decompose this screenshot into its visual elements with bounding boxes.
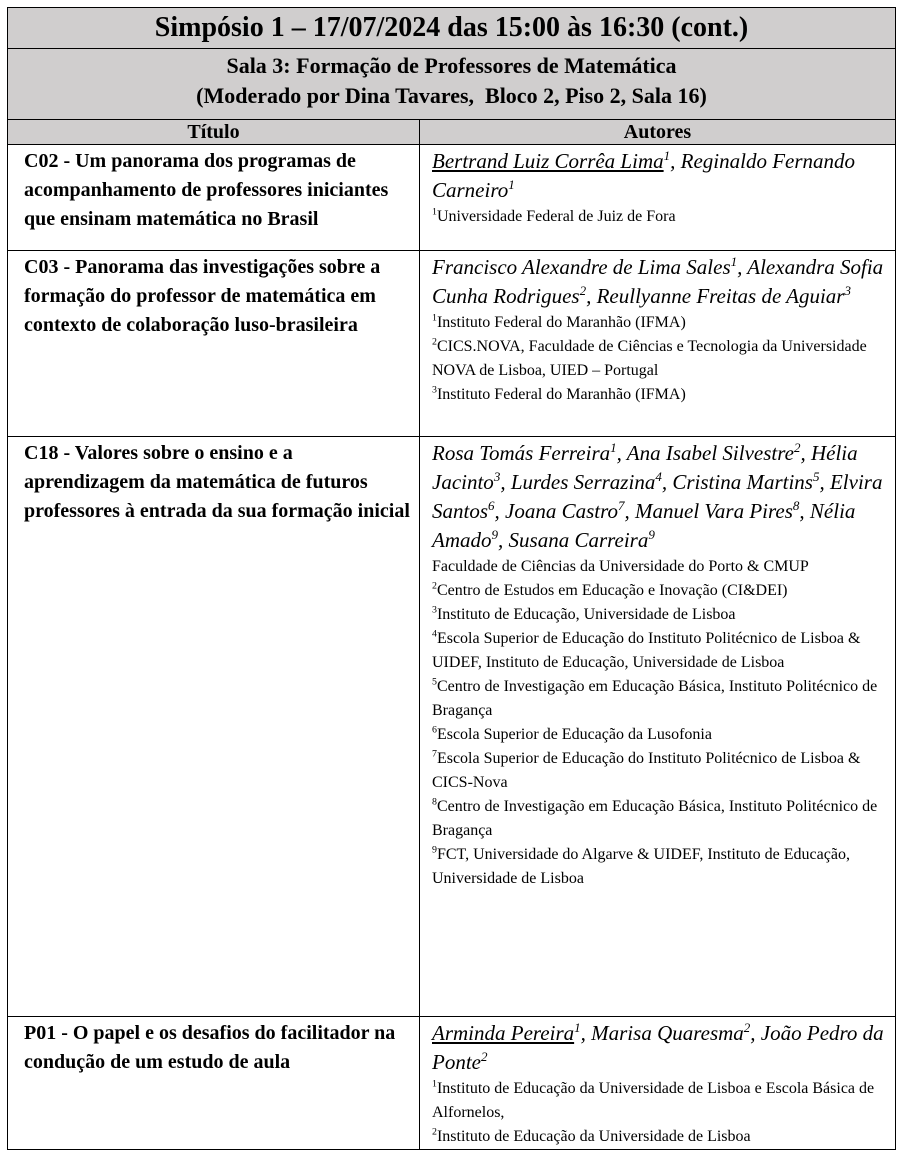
room-moderator: (Moderado por Dina Tavares, Bloco 2, Piso 2, Sala 16) <box>196 83 707 108</box>
room-header <box>8 49 896 120</box>
affiliation-sup: 8 <box>432 796 437 808</box>
author-sep: , <box>661 470 673 494</box>
affiliation-text: CICS.NOVA, Faculdade de Ciências e Tecnologia da Universidade NOVA de Lisboa, UIED – Portugal <box>432 338 867 379</box>
affiliation-item <box>432 843 889 891</box>
author-name: Cristina Martins <box>672 470 813 494</box>
affiliation-sup: 3 <box>432 384 437 396</box>
author-sup: 1 <box>574 1020 581 1035</box>
author-sep: , <box>799 499 810 523</box>
author-sup: 4 <box>655 469 662 484</box>
author-sep: , <box>586 284 597 308</box>
author-name: Elvira Santos <box>432 470 883 523</box>
column-header-authors: Autores <box>420 120 896 145</box>
affiliation-item <box>432 205 889 229</box>
author-sep: , <box>624 499 636 523</box>
affiliation-sup: 2 <box>432 580 437 592</box>
author-sep: , <box>800 441 811 465</box>
affiliation-sup: 2 <box>432 1126 437 1138</box>
author-sup: 6 <box>488 498 495 513</box>
schedule-page <box>7 7 895 1150</box>
affiliation-sup: 2 <box>432 336 437 348</box>
author-sup: 8 <box>792 498 800 513</box>
affiliation-text: Centro de Investigação em Educação Básica, Instituto Politécnico de Bragança <box>432 798 878 839</box>
affiliation-sup: 7 <box>432 748 437 760</box>
author-sup: 2 <box>480 1049 488 1064</box>
affiliation-text: Instituto Federal do Maranhão (IFMA) <box>436 386 686 403</box>
affiliation-text: Escola Superior de Educação do Instituto Politécnico de Lisboa & CICS-Nova <box>432 750 861 791</box>
author-sep: , <box>498 528 509 552</box>
author-name: Alexandra Sofia Cunha Rodrigues <box>432 255 884 308</box>
table-row <box>8 145 896 251</box>
author-sup: 2 <box>579 283 587 298</box>
affiliation-item <box>432 579 889 603</box>
affiliation-text: Centro de Estudos em Educação e Inovação (CI&DEI) <box>436 582 788 599</box>
affiliation-item <box>432 1125 889 1149</box>
column-header-row <box>8 120 896 145</box>
author-name: Marisa Quaresma <box>591 1021 744 1045</box>
author-sup: 3 <box>493 469 501 484</box>
symposium-header-row <box>8 8 896 49</box>
paper-title: C02 - Um panorama dos programas de acompanhamento de professores iniciantes que ensinam matemática no Brasil <box>8 145 420 251</box>
table-row <box>8 251 896 437</box>
author-name: Reullyanne Freitas de Aguiar <box>596 284 845 308</box>
author-name: Joana Castro <box>505 499 619 523</box>
author-name: Reginaldo Fernando Carneiro <box>432 149 856 202</box>
affiliation-item <box>432 795 889 843</box>
affiliation-text: FCT, Universidade do Algarve & UIDEF, Instituto de Educação, Universidade de Lisboa <box>432 846 850 887</box>
table-row <box>8 437 896 1017</box>
affiliation-sup: 9 <box>432 844 437 856</box>
affiliation-list <box>432 205 889 229</box>
affiliation-item <box>432 555 889 579</box>
affiliation-text: Escola Superior de Educação da Lusofonia <box>436 726 712 743</box>
author-sup: 1 <box>730 254 738 269</box>
affiliation-item <box>432 723 889 747</box>
paper-authors-cell <box>420 437 896 1017</box>
author-name: Rosa Tomás Ferreira <box>432 441 611 465</box>
author-list <box>432 439 889 555</box>
affiliation-item <box>432 1077 889 1125</box>
symposium-title: Simpósio 1 – 17/07/2024 das 15:00 às 16:30 (cont.) <box>8 8 896 49</box>
affiliation-text: Instituto Federal do Maranhão (IFMA) <box>436 314 686 331</box>
affiliation-text: Universidade Federal de Juiz de Fora <box>436 208 676 225</box>
affiliation-sup: 6 <box>432 724 437 736</box>
room-header-row <box>8 49 896 120</box>
affiliation-item <box>432 383 889 407</box>
author-name: Arminda Pereira <box>432 1021 575 1045</box>
affiliation-item <box>432 747 889 795</box>
affiliation-text: Instituto de Educação, Universidade de Lisboa <box>436 606 736 623</box>
author-name: Susana Carreira <box>508 528 649 552</box>
author-sup: 1 <box>508 177 515 192</box>
author-name: Ana Isabel Silvestre <box>626 441 794 465</box>
author-name: Lurdes Serrazina <box>510 470 656 494</box>
affiliation-text: Centro de Investigação em Educação Básica, Instituto Politécnico de Bragança <box>432 678 878 719</box>
column-header-title: Título <box>8 120 420 145</box>
affiliation-item <box>432 627 889 675</box>
author-sup: 9 <box>648 527 655 542</box>
affiliation-list <box>432 555 889 891</box>
affiliation-text: Instituto de Educação da Universidade de Lisboa <box>436 1128 751 1145</box>
affiliation-item <box>432 311 889 335</box>
author-sep: , <box>500 470 511 494</box>
table-row <box>8 1017 896 1150</box>
author-sup: 3 <box>844 283 851 298</box>
affiliation-list <box>432 1077 889 1149</box>
author-sup: 1 <box>663 148 671 163</box>
affiliation-sup: 5 <box>432 676 437 688</box>
author-sup: 7 <box>618 498 625 513</box>
author-name: Manuel Vara Pires <box>635 499 793 523</box>
affiliation-item <box>432 335 889 383</box>
author-name: Nélia Amado <box>432 499 856 552</box>
author-sup: 9 <box>491 527 499 542</box>
author-sep: , <box>616 441 627 465</box>
author-sup: 5 <box>812 469 820 484</box>
affiliation-text: Instituto de Educação da Universidade de Lisboa e Escola Básica de Alfornelos, <box>432 1080 875 1121</box>
schedule-table <box>7 7 896 1150</box>
author-sep: , <box>580 1021 592 1045</box>
author-sup: 2 <box>793 440 801 455</box>
room-title: Sala 3: Formação de Professores de Matemática <box>226 53 677 78</box>
paper-title: C18 - Valores sobre o ensino e a aprendizagem da matemática de futuros professores à entrada da sua formação inicial <box>8 437 420 1017</box>
affiliation-sup: 1 <box>432 312 437 324</box>
author-name: Francisco Alexandre de Lima Sales <box>432 255 731 279</box>
affiliation-text: Escola Superior de Educação do Instituto Politécnico de Lisboa & UIDEF, Instituto de Educação, Universidade de Lisboa <box>432 630 861 671</box>
affiliation-list <box>432 311 889 407</box>
author-sep: , <box>670 149 681 173</box>
affiliation-sup: 4 <box>432 628 437 640</box>
author-list <box>432 1019 889 1077</box>
paper-authors-cell <box>420 1017 896 1150</box>
author-name: Bertrand Luiz Corrêa Lima <box>432 149 664 173</box>
affiliation-item <box>432 603 889 627</box>
author-list <box>432 147 889 205</box>
author-name: João Pedro da Ponte <box>432 1021 884 1074</box>
author-sep: , <box>819 470 830 494</box>
paper-title: C03 - Panorama das investigações sobre a formação do professor de matemática em contexto de colaboração luso-brasileira <box>8 251 420 437</box>
paper-authors-cell <box>420 251 896 437</box>
affiliation-sup: 1 <box>432 1078 437 1090</box>
paper-title: P01 - O papel e os desafios do facilitador na condução de um estudo de aula <box>8 1017 420 1150</box>
author-sep: , <box>737 255 748 279</box>
author-name: Hélia Jacinto <box>432 441 858 494</box>
affiliation-sup: 3 <box>432 604 437 616</box>
affiliation-sup: 1 <box>432 206 437 218</box>
paper-authors-cell <box>420 145 896 251</box>
author-sup: 1 <box>610 440 617 455</box>
author-sep: , <box>494 499 506 523</box>
author-sup: 2 <box>743 1020 751 1035</box>
author-sep: , <box>750 1021 761 1045</box>
author-list <box>432 253 889 311</box>
affiliation-item <box>432 675 889 723</box>
affiliation-text: Faculdade de Ciências da Universidade do Porto & CMUP <box>432 558 809 575</box>
